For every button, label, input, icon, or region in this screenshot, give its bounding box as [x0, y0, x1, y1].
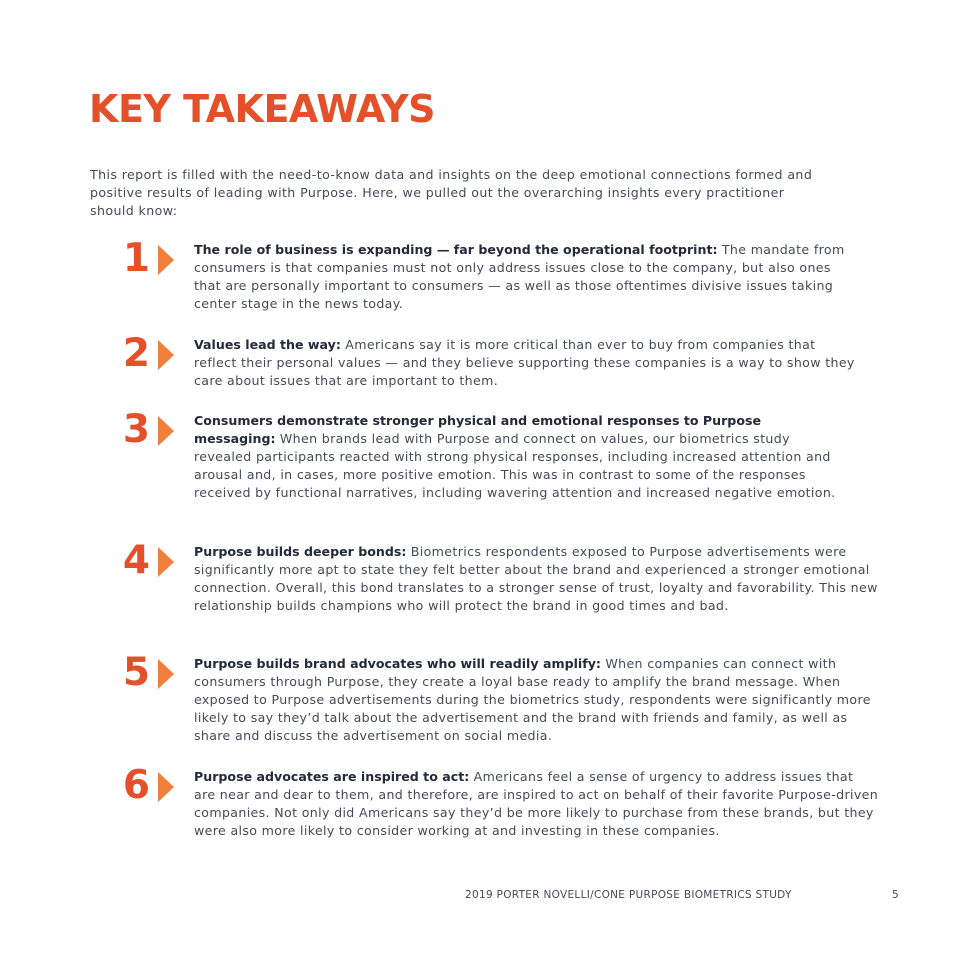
takeaway-text	[194, 336, 859, 390]
page-title: KEY TAKEAWAYS	[89, 87, 436, 131]
takeaway-text	[194, 412, 844, 502]
takeaway-number: 2	[122, 331, 150, 376]
takeaway-text	[194, 768, 879, 840]
takeaway-heading: Purpose advocates are inspired to act:	[194, 769, 470, 784]
arrow-right-icon	[158, 416, 174, 446]
takeaway-body: When brands lead with Purpose and connect on values, our biometrics study revealed participants reacted with strong physical responses, including increased attention and arousal and, in cases, more positive emotion. This was in contrast to some of the responses received by functional narratives, including wavering attention and increased negative emotion.	[194, 431, 836, 501]
takeaway-body: When companies can connect with consumers through Purpose, they create a loyal base ready to amplify the brand message. When exposed to Purpose advertisements during the biometrics study, respondents were significantly more likely to say they’d talk about the advertisement and the brand with friends and family, as well as share and discuss the advertisement on social media.	[194, 656, 871, 744]
arrow-right-icon	[158, 547, 174, 577]
arrow-right-icon	[158, 772, 174, 802]
takeaway-text	[194, 543, 879, 615]
takeaway-number: 3	[122, 407, 150, 452]
footer-page-number: 5	[892, 889, 899, 901]
takeaway-heading: The role of business is expanding — far beyond the operational footprint:	[194, 242, 718, 257]
takeaway-body: Americans say it is more critical than ever to buy from companies that reflect their personal values — and they believe supporting these companies is a way to show they care about issues that are important to them.	[194, 337, 855, 389]
takeaway-body: The mandate from consumers is that companies must not only address issues close to the company, but also ones that are personally important to consumers — as well as those oftentimes divisive issues taking center stage in the news today.	[194, 242, 845, 312]
arrow-right-icon	[158, 245, 174, 275]
takeaway-heading: Values lead the way:	[194, 337, 341, 352]
takeaway-body: Americans feel a sense of urgency to address issues that are near and dear to them, and therefore, are inspired to act on behalf of their favorite Purpose-driven companies. Not only did Americans say they’d be more likely to purchase from these brands, but they were also more likely to consider working at and investing in these companies.	[194, 769, 879, 839]
takeaway-number: 5	[122, 650, 150, 695]
takeaway-number: 6	[122, 763, 150, 808]
arrow-right-icon	[158, 659, 174, 689]
intro-paragraph: This report is filled with the need-to-know data and insights on the deep emotional connections formed and positive results of leading with Purpose. Here, we pulled out the overarching insights every practitioner should know:	[90, 167, 813, 218]
takeaway-body: Biometrics respondents exposed to Purpose advertisements were significantly more apt to state they felt better about the brand and experienced a stronger emotional connection. Overall, this bond translates to a stronger sense of trust, loyalty and favorability. This new relationship builds champions who will protect the brand in good times and bad.	[194, 544, 878, 614]
takeaway-heading: Consumers demonstrate stronger physical and emotional responses to Purpose messaging:	[194, 413, 762, 447]
arrow-right-icon	[158, 340, 174, 370]
takeaway-number: 1	[122, 236, 150, 281]
takeaway-text	[194, 655, 888, 745]
footer-study-title: 2019 PORTER NOVELLI/CONE PURPOSE BIOMETRICS STUDY	[465, 889, 792, 901]
takeaway-text	[194, 241, 854, 313]
takeaway-heading: Purpose builds deeper bonds:	[194, 544, 407, 559]
takeaway-heading: Purpose builds brand advocates who will readily amplify:	[194, 656, 601, 671]
takeaway-number: 4	[122, 538, 150, 583]
